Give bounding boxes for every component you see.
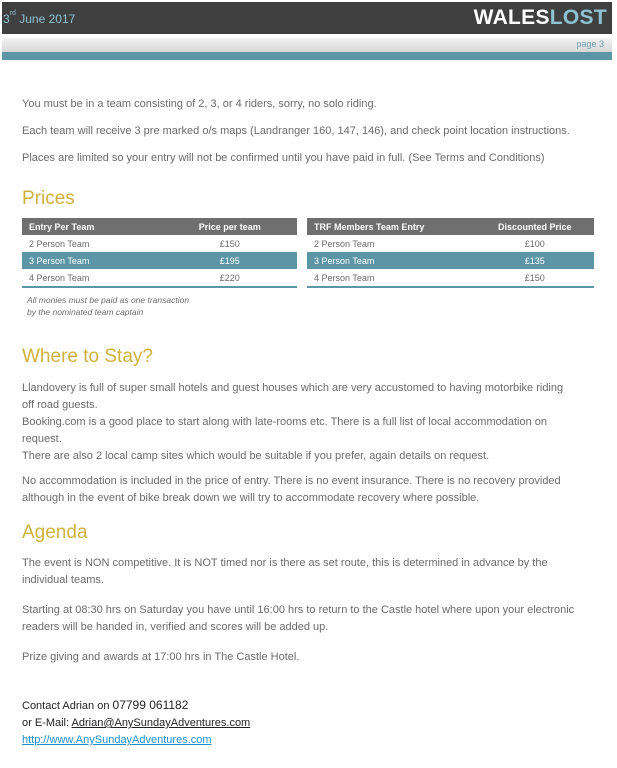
table-cell: £150 — [475, 269, 594, 287]
intro-places-limited: Places are limited so your entry will not be confirmed until you have paid in full. (See Terms and Conditions) — [22, 152, 545, 164]
text-line: off road guests. — [22, 399, 98, 411]
table-row — [307, 252, 594, 269]
text-line: although in the event of bike break down we will try to accommodate recovery where possible. — [22, 492, 480, 504]
text-line: Llandovery is full of super small hotels and guest houses which are very accustomed to having motorbike riding — [22, 382, 564, 394]
contact-phone-line: Contact Adrian on 07799 061182 — [22, 698, 189, 712]
text-line: No accommodation is included in the price of entry. There is no event insurance. There is no recovery provided — [22, 475, 561, 487]
where-to-stay-heading: Where to Stay? — [22, 346, 153, 367]
phone-number[interactable]: 07799 061182 — [112, 698, 189, 712]
table-header-row — [22, 218, 297, 235]
table-cell: 2 Person Team — [29, 238, 90, 249]
issue-date: 3rd June 2017 — [3, 10, 76, 26]
table-cell: 3 Person Team — [307, 252, 475, 269]
agenda-prize-giving: Prize giving and awards at 17:00 hrs in The Castle Hotel. — [22, 651, 300, 663]
table-row — [307, 235, 594, 252]
column-header: TRF Members Team Entry — [307, 218, 475, 235]
email-link[interactable]: Adrian@AnySundayAdventures.com — [71, 717, 251, 729]
table-row — [22, 235, 297, 252]
sub-header-bar — [2, 38, 612, 52]
text-line: Booking.com is a good place to start along with late-rooms etc. There is a full list of local accommodation on — [22, 416, 548, 428]
column-header: Entry Per Team — [22, 218, 162, 235]
table-cell: £220 — [162, 269, 297, 287]
text-line: The event is NON competitive. It is NOT timed nor is there as set route, this is determined in advance by the — [22, 557, 548, 569]
website-link[interactable]: http://www.AnySundayAdventures.com — [22, 734, 212, 746]
header-bar — [2, 2, 612, 34]
text-line: request. — [22, 433, 62, 445]
prices-heading: Prices — [22, 188, 75, 209]
table-cell: 4 Person Team — [307, 269, 475, 287]
brand-logo: WALESLOST — [473, 6, 607, 29]
agenda-schedule — [22, 602, 574, 636]
table-cell: £150 — [219, 238, 240, 249]
intro-maps: Each team will receive 3 pre marked o/s maps (Landranger 160, 147, 146), and check point location instructions. — [22, 125, 570, 137]
payment-note: All monies must be paid as one transaction by the nominated team captain — [27, 295, 190, 317]
table-cell: 2 Person Team — [314, 238, 375, 249]
accommodation-disclaimer — [22, 473, 561, 507]
intro-team-size: You must be in a team consisting of 2, 3, or 4 riders, sorry, no solo riding. — [22, 98, 377, 110]
table-cell: 3 Person Team — [22, 252, 162, 269]
agenda-competitive — [22, 555, 548, 589]
text-line: Starting at 08:30 hrs on Saturday you have until 16:00 hrs to return to the Castle hotel where upon your electronic — [22, 604, 575, 616]
column-header: Discounted Price — [475, 218, 594, 235]
price-table — [22, 218, 297, 288]
contact-email-line: or E-Mail: Adrian@AnySundayAdventures.com — [22, 717, 251, 729]
trf-price-table — [307, 218, 594, 288]
text-line: readers will be handed in, verified and scores will be added up. — [22, 621, 329, 633]
table-cell: 4 Person Team — [22, 269, 162, 287]
table-cell: £100 — [524, 238, 545, 249]
contact-block — [22, 697, 250, 749]
stay-paragraph — [22, 380, 563, 465]
agenda-heading: Agenda — [22, 522, 88, 543]
header-divider — [2, 52, 612, 60]
text-line: There are also 2 local camp sites which would be suitable if you prefer, again details on request. — [22, 450, 490, 462]
table-header-row — [307, 218, 594, 235]
table-row — [22, 269, 297, 287]
text-line: individual teams. — [22, 574, 104, 586]
table-row — [22, 252, 297, 269]
page-number: page 3 — [576, 39, 604, 49]
table-cell: £135 — [475, 252, 594, 269]
table-cell: £195 — [162, 252, 297, 269]
table-row — [307, 269, 594, 287]
column-header: Price per team — [162, 218, 297, 235]
